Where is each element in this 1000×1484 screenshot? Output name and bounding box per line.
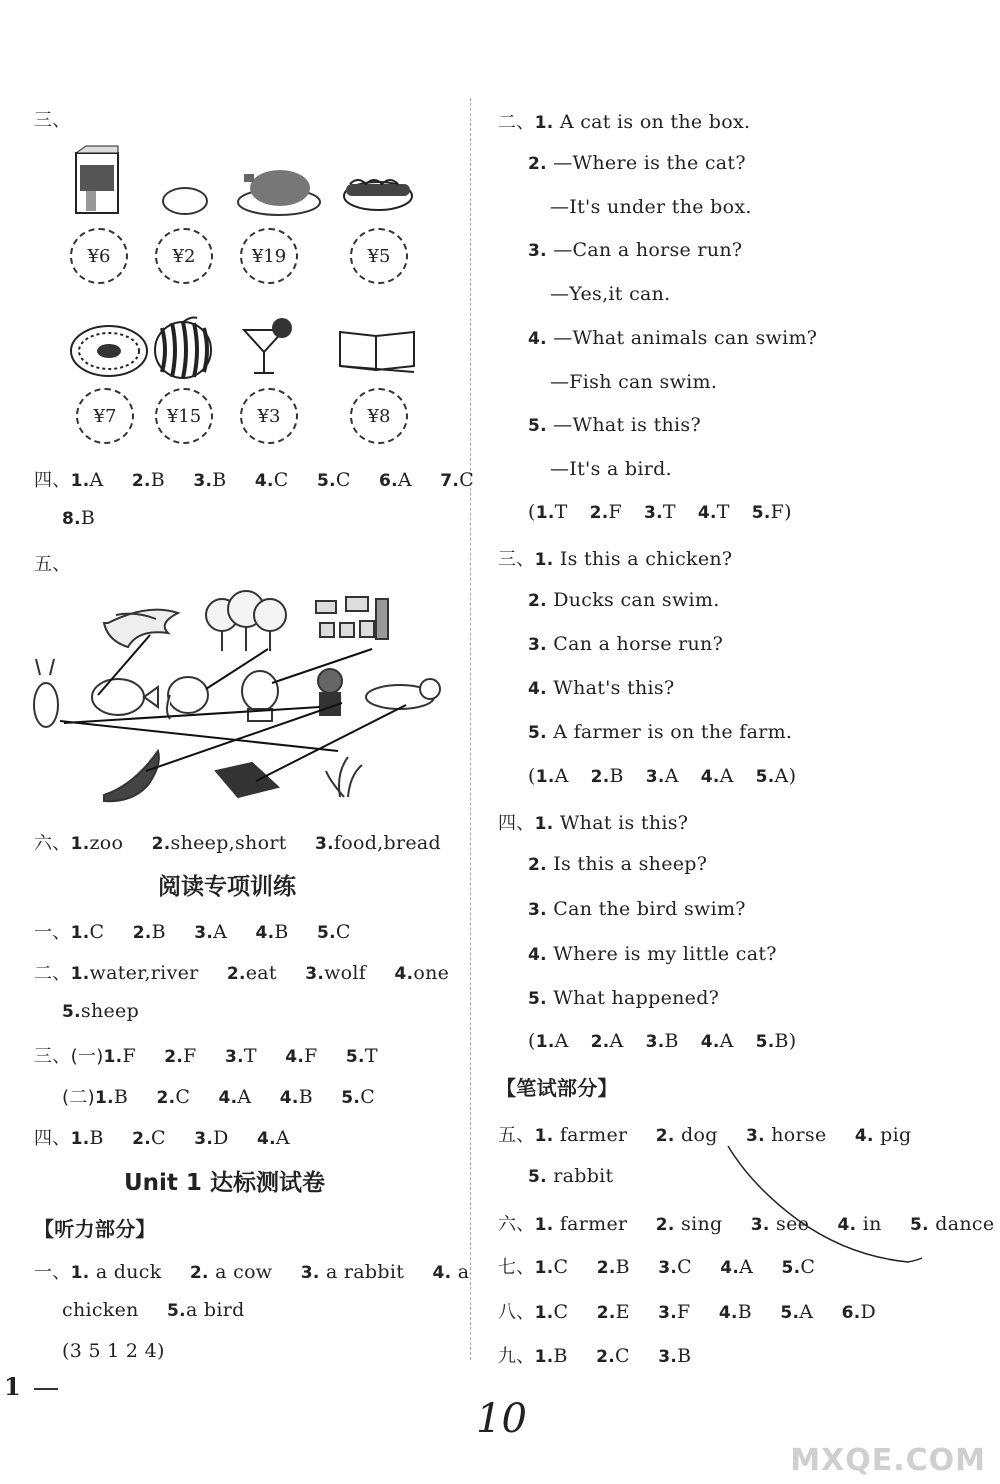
answer: A: [609, 1030, 624, 1052]
item-number: 2.: [589, 503, 609, 523]
section-label: 四、: [34, 1128, 71, 1149]
answer: F: [183, 1045, 197, 1067]
answer: F: [770, 501, 785, 523]
answer: T: [716, 501, 730, 523]
r-s3-line: [528, 721, 792, 743]
r-s2-line: —Yes,it can.: [550, 283, 671, 305]
r-s2-line: [528, 327, 817, 349]
answer: T: [554, 501, 568, 523]
price-tag: ¥19: [240, 228, 298, 284]
answer: E: [615, 1301, 630, 1323]
item-number: 3.: [528, 241, 547, 261]
answer: T: [364, 1045, 378, 1067]
answer: B: [737, 1301, 752, 1323]
answer: F: [608, 501, 622, 523]
answer: one: [413, 962, 450, 984]
river-scene: [104, 610, 178, 647]
item-number: 4.: [528, 945, 547, 965]
item-number: 1.: [103, 1047, 123, 1067]
item-number: 2.: [151, 834, 171, 854]
answer: B: [80, 507, 96, 529]
price-tag: ¥2: [155, 228, 213, 284]
item-number: 6.: [379, 471, 398, 491]
answer: F: [304, 1045, 318, 1067]
reading-1-answers: [34, 918, 351, 944]
answer: a cow: [215, 1261, 273, 1283]
r-s4-line: [528, 898, 746, 920]
section-label: 二、: [498, 112, 535, 133]
answer: C: [273, 469, 289, 491]
section-label: 四、: [498, 813, 535, 834]
answer: B: [212, 469, 227, 491]
watermelon-picture: [152, 314, 214, 380]
answer: B: [151, 921, 166, 943]
item-number: 5.: [781, 1258, 801, 1278]
item-number: 1.: [70, 964, 90, 984]
item-number: 6.: [841, 1303, 861, 1323]
item-number: 1.: [70, 834, 90, 854]
item-number: 1.: [70, 471, 90, 491]
section-3-label: 三、: [34, 110, 71, 131]
item-number: 5.: [167, 1301, 186, 1321]
item-number: 2.: [596, 1258, 616, 1278]
answer: —What is this?: [553, 414, 701, 436]
item-number: 3.: [528, 900, 547, 920]
item-number: 4.: [218, 1088, 238, 1108]
answer: C: [553, 1301, 569, 1323]
answer: a: [457, 1261, 470, 1283]
answer: Can a horse run?: [553, 633, 724, 655]
answer: sing: [681, 1213, 723, 1235]
item-number: 2.: [528, 591, 547, 611]
item-number: 1.: [94, 1088, 114, 1108]
item-number: 5.: [910, 1215, 929, 1235]
item-number: 2.: [590, 1032, 610, 1052]
answer: Ducks can swim.: [553, 589, 720, 611]
forest-scene: [206, 591, 286, 651]
book-picture: [336, 326, 418, 374]
answer: farmer: [559, 1213, 628, 1235]
r-s2-line: —It's a bird.: [550, 458, 672, 480]
item-number: 1.: [535, 767, 555, 787]
farm-scene: [316, 597, 388, 639]
handwritten-note: 10: [476, 1396, 527, 1442]
item-number: 3.: [194, 1129, 214, 1149]
answer: A: [554, 1030, 569, 1052]
answer: chicken: [62, 1299, 139, 1321]
answer: C: [335, 469, 351, 491]
answer: A: [554, 765, 569, 787]
listening-part-title: 【听力部分】: [34, 1217, 156, 1241]
section-label: 二、: [34, 963, 71, 984]
item-number: 2.: [655, 1215, 675, 1235]
section-label: 六、: [34, 833, 71, 854]
item-number: 1.: [535, 1032, 555, 1052]
hotdog-picture: [340, 166, 416, 216]
item-number: 5.: [316, 471, 336, 491]
answer: A cat is on the box.: [559, 111, 751, 133]
section-label: 八、: [498, 1302, 535, 1323]
r-s4-line: [498, 809, 688, 835]
r-s2-line: —Fish can swim.: [550, 371, 718, 393]
answer: D: [213, 1127, 229, 1149]
answer: rabbit: [553, 1165, 614, 1187]
item-number: 4.: [837, 1215, 857, 1235]
r-s4-line: [528, 987, 719, 1009]
item-number: 5.: [751, 503, 771, 523]
written-8-answers: [498, 1298, 876, 1324]
price-tag: ¥3: [240, 388, 298, 444]
item-number: 3.: [658, 1303, 677, 1323]
price-tag: ¥15: [155, 388, 213, 444]
answer: dance: [935, 1213, 995, 1235]
answer: B: [609, 765, 624, 787]
answer: D: [860, 1301, 877, 1323]
price-tag: ¥6: [70, 228, 128, 284]
answer: eat: [245, 962, 277, 984]
item-number: 2.: [528, 855, 547, 875]
answer: B: [677, 1345, 692, 1367]
answer: dog: [681, 1124, 718, 1146]
matching-exercise-picture: [20, 585, 450, 815]
section-label: 一、: [34, 922, 71, 943]
answer: farmer: [559, 1124, 628, 1146]
answer: C: [800, 1256, 816, 1278]
item-number: 5.: [755, 1032, 775, 1052]
answer: B: [615, 1256, 630, 1278]
item-number: 4.: [279, 1088, 299, 1108]
item-number: 4.: [697, 503, 717, 523]
answer: A: [397, 469, 412, 491]
item-number: 1.: [534, 113, 554, 133]
answer: A: [719, 1030, 734, 1052]
r-s3-line: [528, 677, 674, 699]
answer: sheep,short: [170, 832, 287, 854]
item-number: 4.: [528, 329, 547, 349]
r-s3-line: [498, 545, 732, 571]
column-divider: [470, 98, 471, 1360]
section-label: 七、: [498, 1257, 535, 1278]
answer: B: [774, 1030, 789, 1052]
written-5-answers-cont: [528, 1165, 613, 1187]
item-number: 5.: [341, 1088, 361, 1108]
r-s4-line: [528, 853, 707, 875]
reading-2-answers-cont: [62, 1000, 139, 1022]
item-number: 3.: [645, 767, 665, 787]
item-number: 3.: [224, 1047, 244, 1067]
answer: What is this?: [559, 812, 689, 834]
item-number: 1.: [534, 1126, 554, 1146]
section-label: 九、: [498, 1346, 535, 1367]
answer: Is this a sheep?: [553, 853, 708, 875]
section-label: 三、(一): [34, 1046, 104, 1067]
item-number: 7.: [440, 471, 460, 491]
r-s3-answers: (1.A 2.B 3.A 4.A 5.A): [528, 765, 797, 787]
answer: A: [664, 765, 679, 787]
item-number: 5.: [755, 767, 775, 787]
item-number: 4.: [528, 679, 547, 699]
item-number: 5.: [62, 1002, 81, 1022]
answer: B: [553, 1345, 568, 1367]
item-number: 1.: [535, 503, 555, 523]
donut-picture: [68, 322, 150, 380]
section-5-label: 五、: [34, 554, 71, 575]
item-number: 1.: [534, 1347, 554, 1367]
answer: A: [213, 921, 228, 943]
reading-2-answers: [34, 959, 449, 985]
item-number: 3.: [645, 1032, 665, 1052]
answer: A farmer is on the farm.: [553, 721, 793, 743]
r-s3-line: [528, 633, 723, 655]
item-number: 4.: [255, 923, 275, 943]
item-number: 1.: [534, 550, 554, 570]
r-s2-line: [498, 108, 750, 134]
answer: A: [774, 765, 789, 787]
answer: C: [553, 1256, 569, 1278]
answer: in: [862, 1213, 882, 1235]
item-number: 5.: [528, 723, 547, 743]
answer: F: [122, 1045, 136, 1067]
section-label: (二): [62, 1087, 95, 1108]
item-number: 1.: [70, 1263, 90, 1283]
answer: B: [113, 1086, 129, 1108]
watermark: MXQE.COM: [790, 1443, 986, 1478]
section-4-answers-cont: [62, 507, 95, 529]
answer: horse: [771, 1124, 827, 1146]
answer: C: [151, 1127, 166, 1149]
item-number: 2.: [156, 1088, 176, 1108]
item-number: 2.: [528, 154, 547, 174]
answer: A: [89, 469, 104, 491]
answer: B: [298, 1086, 313, 1108]
answer: B: [274, 921, 289, 943]
answer: What happened?: [553, 987, 720, 1009]
answer: a rabbit: [325, 1261, 405, 1283]
price-tag: ¥5: [350, 228, 408, 284]
unit-test-title: Unit 1 达标测试卷: [124, 1170, 325, 1196]
roast-chicken-picture: [236, 160, 322, 218]
answer: a bird: [185, 1299, 245, 1321]
r-s2-line: [528, 152, 746, 174]
written-9-answers: [498, 1342, 691, 1368]
item-number: 4.: [700, 1032, 720, 1052]
item-number: 1.: [534, 814, 554, 834]
answer: T: [243, 1045, 257, 1067]
item-number: 2.: [132, 923, 152, 943]
answer: —Where is the cat?: [553, 152, 746, 174]
answer: water,river: [89, 962, 199, 984]
section-label: 五、: [498, 1125, 535, 1146]
answer: C: [360, 1086, 376, 1108]
item-number: 4.: [432, 1263, 452, 1283]
r-s4-line: [528, 943, 777, 965]
item-number: 3.: [194, 923, 214, 943]
answer: Where is my little cat?: [553, 943, 777, 965]
drink-glass-picture: [240, 316, 296, 378]
item-number: 4.: [718, 1303, 738, 1323]
objects-row: [104, 751, 362, 801]
answer: Can the bird swim?: [553, 898, 746, 920]
answer: C: [89, 921, 105, 943]
item-number: 4.: [854, 1126, 874, 1146]
item-number: 2.: [596, 1347, 615, 1367]
answer: food,bread: [333, 832, 441, 854]
item-number: 1.: [534, 1215, 554, 1235]
answer: A: [739, 1256, 754, 1278]
item-number: 2.: [655, 1126, 675, 1146]
r-s2-line: [528, 414, 701, 436]
pen-stroke-mark: [720, 1140, 930, 1270]
answer: C: [335, 921, 351, 943]
item-number: 3.: [300, 1263, 320, 1283]
item-number: 5.: [345, 1047, 365, 1067]
answer: B: [89, 1127, 104, 1149]
section-label: 六、: [498, 1214, 535, 1235]
answer: F: [676, 1301, 691, 1323]
price-tag: ¥7: [76, 388, 134, 444]
answer: Is this a chicken?: [559, 548, 733, 570]
item-number: 2.: [596, 1303, 616, 1323]
item-number: 4.: [720, 1258, 740, 1278]
item-number: 3.: [643, 503, 663, 523]
answer: —What animals can swim?: [553, 327, 818, 349]
price-tag: ¥8: [350, 388, 408, 444]
item-number: 2.: [226, 964, 246, 984]
answer: A: [799, 1301, 814, 1323]
answer: What's this?: [553, 677, 675, 699]
item-number: 5.: [528, 1167, 547, 1187]
item-number: 3.: [658, 1258, 678, 1278]
answer: B: [150, 469, 166, 491]
answer: see: [776, 1213, 810, 1235]
answer: T: [662, 501, 676, 523]
item-number: 1.: [70, 923, 90, 943]
answer: —Can a horse run?: [553, 239, 743, 261]
item-number: 2.: [590, 767, 610, 787]
item-number: 4.: [700, 767, 720, 787]
item-number: 4.: [256, 1129, 276, 1149]
item-number: 5.: [780, 1303, 800, 1323]
answer: B: [664, 1030, 679, 1052]
item-number: 1.: [534, 1303, 554, 1323]
page-number: 1: [4, 1372, 21, 1401]
item-number: 3.: [305, 964, 325, 984]
r-s4-answers: (1.A 2.A 3.B 4.A 5.B): [528, 1030, 797, 1052]
item-number: 2.: [164, 1047, 184, 1067]
egg-picture: [160, 186, 210, 216]
item-number: 5.: [316, 923, 336, 943]
r-s3-line: [528, 589, 720, 611]
item-number: 3.: [750, 1215, 770, 1235]
reading-3b-answers: [62, 1083, 375, 1109]
answer: wolf: [324, 962, 367, 984]
item-number: 8.: [62, 509, 81, 529]
item-number: 5.: [528, 989, 547, 1009]
item-number: 3.: [193, 471, 213, 491]
listening-1-order: (3 5 1 2 4): [62, 1340, 165, 1362]
answer: sheep: [80, 1000, 140, 1022]
reading-section-title: 阅读专项训练: [158, 874, 296, 900]
item-number: 2.: [132, 1129, 151, 1149]
answer: A: [237, 1086, 252, 1108]
answer: C: [615, 1345, 630, 1367]
item-number: 4.: [394, 964, 414, 984]
r-s2-line: —It's under the box.: [550, 196, 752, 218]
section-4-answers: [34, 466, 474, 492]
answer: a duck: [95, 1261, 162, 1283]
item-number: 2.: [189, 1263, 209, 1283]
item-number: 3.: [315, 834, 334, 854]
answer: zoo: [89, 832, 124, 854]
answer: C: [175, 1086, 191, 1108]
item-number: 3.: [658, 1347, 678, 1367]
r-s2-answers: (1.T 2.F 3.T 4.T 5.F): [528, 501, 792, 523]
item-number: 4.: [254, 471, 274, 491]
answer: C: [459, 469, 475, 491]
r-s2-line: [528, 239, 742, 261]
item-number: 5.: [528, 416, 547, 436]
item-number: 1.: [534, 1258, 554, 1278]
section-6-answers: [34, 829, 441, 855]
item-number: 3.: [746, 1126, 765, 1146]
section-label: 四、: [34, 470, 71, 491]
section-label: 一、: [34, 1262, 71, 1283]
section-label: 三、: [498, 549, 535, 570]
reading-3a-answers: [34, 1042, 378, 1068]
written-part-title: 【笔试部分】: [496, 1076, 618, 1100]
page-number-dash: [34, 1388, 58, 1390]
answer: C: [677, 1256, 692, 1278]
item-number: 2.: [131, 471, 151, 491]
item-number: 1.: [70, 1129, 90, 1149]
answer: A: [275, 1127, 290, 1149]
listening-1-answers: [34, 1258, 469, 1284]
item-number: 3.: [528, 635, 547, 655]
milk-carton-picture: [72, 145, 124, 217]
item-number: 4.: [285, 1047, 305, 1067]
listening-1-answers-cont: [62, 1299, 245, 1321]
answer: A: [719, 765, 734, 787]
answer: pig: [880, 1124, 912, 1146]
reading-4-answers: [34, 1124, 290, 1150]
